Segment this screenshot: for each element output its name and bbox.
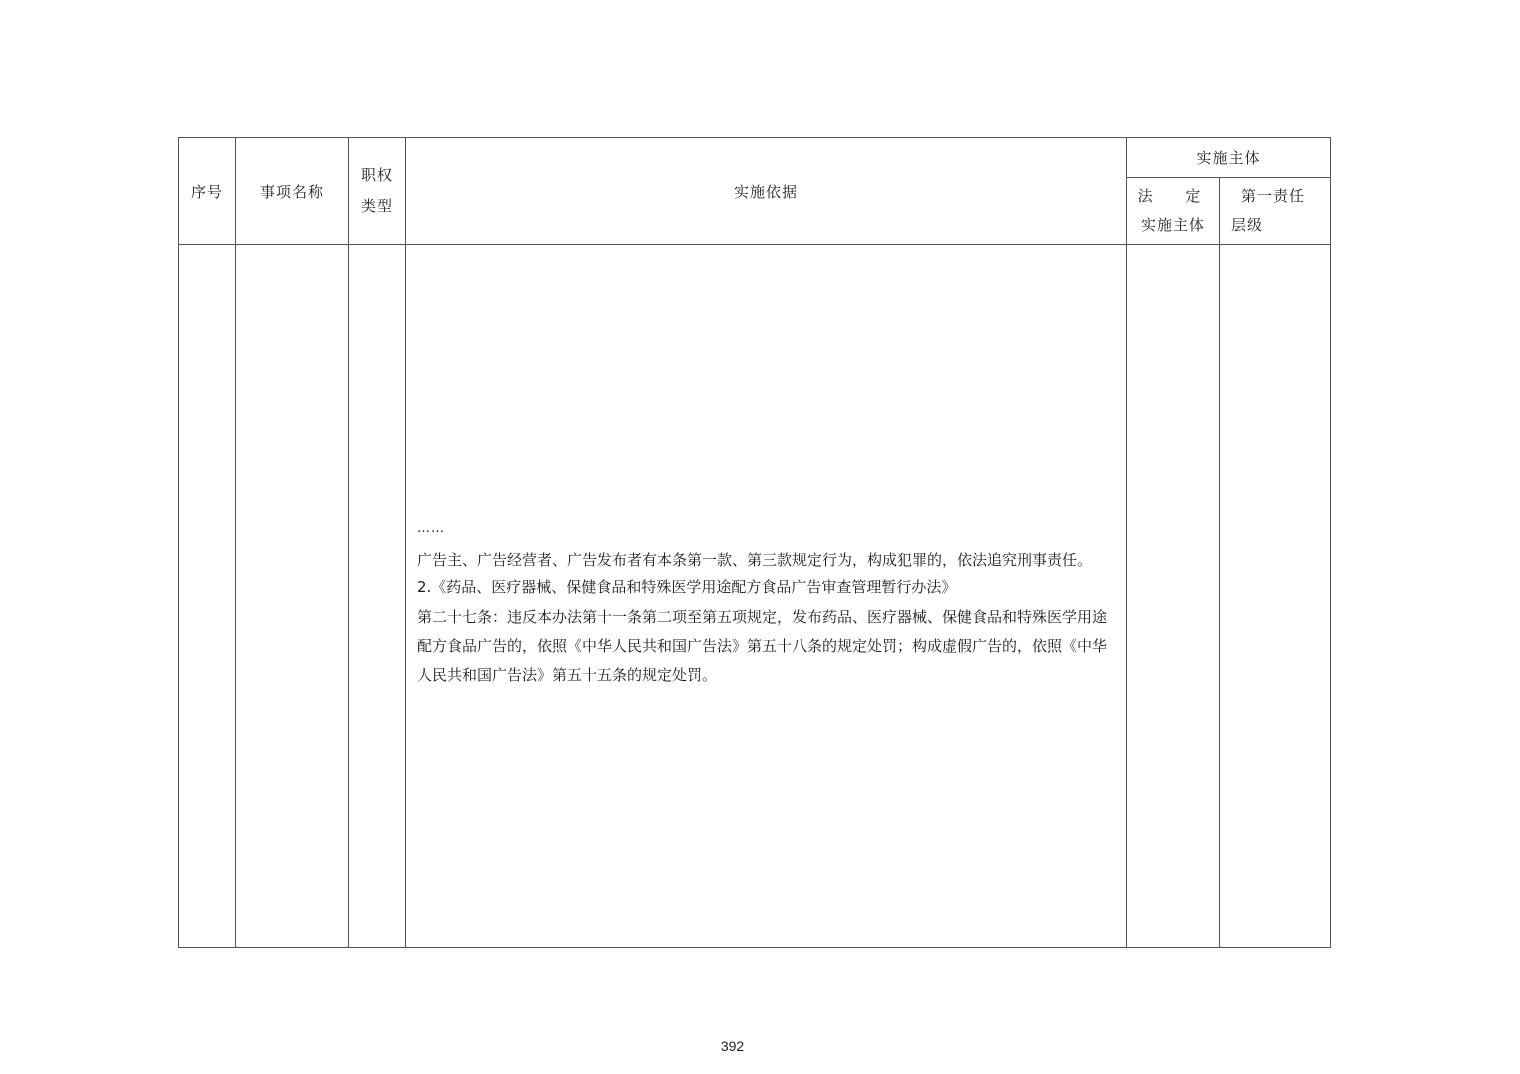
cell-basis xyxy=(406,245,1127,948)
implementation-table xyxy=(178,137,1331,948)
header-legal-body-line2: 实施主体 xyxy=(1140,216,1205,234)
header-legal-body xyxy=(1127,178,1220,245)
header-authority-type-line2: 类型 xyxy=(361,197,394,215)
table-row xyxy=(179,245,1331,948)
cell-first-responsibility-level xyxy=(1220,245,1331,948)
header-item-name: 事项名称 xyxy=(236,138,349,245)
cell-seq xyxy=(179,245,236,948)
header-authority-type xyxy=(349,138,406,245)
header-first-responsibility-line2: 层级 xyxy=(1231,216,1264,234)
basis-paragraph-advertiser-liability: 广告主、广告经营者、广告发布者有本条第一款、第三款规定行为，构成犯罪的，依法追究刑事责任。 xyxy=(417,551,1093,569)
table-header-row xyxy=(179,138,1331,178)
header-first-responsibility xyxy=(1220,178,1331,245)
header-legal-body-line1: 法 定 xyxy=(1137,187,1215,205)
header-basis: 实施依据 xyxy=(406,138,1127,245)
basis-ellipsis: …… xyxy=(417,521,445,536)
header-first-responsibility-line1: 第一责任 xyxy=(1241,187,1306,205)
header-implementing-body: 实施主体 xyxy=(1127,138,1331,178)
cell-legal-body xyxy=(1127,245,1220,948)
cell-authority-type xyxy=(349,245,406,948)
basis-article-27: 第二十七条：违反本办法第十一条第二项至第五项规定，发布药品、医疗器械、保健食品和特殊医学用途配方食品广告的，依照《中华人民共和国广告法》第五十八条的规定处罚；构成虚假广告的，依照《中华人民共和国广告法》第五十五条的规定处罚。 xyxy=(417,608,1108,684)
page-number: 392 xyxy=(720,1038,745,1054)
header-seq: 序号 xyxy=(179,138,236,245)
basis-regulation-title: 2.《药品、医疗器械、保健食品和特殊医学用途配方食品广告审查管理暂行办法》 xyxy=(417,578,957,596)
header-authority-type-line1: 职权 xyxy=(361,166,394,184)
cell-item-name xyxy=(236,245,349,948)
